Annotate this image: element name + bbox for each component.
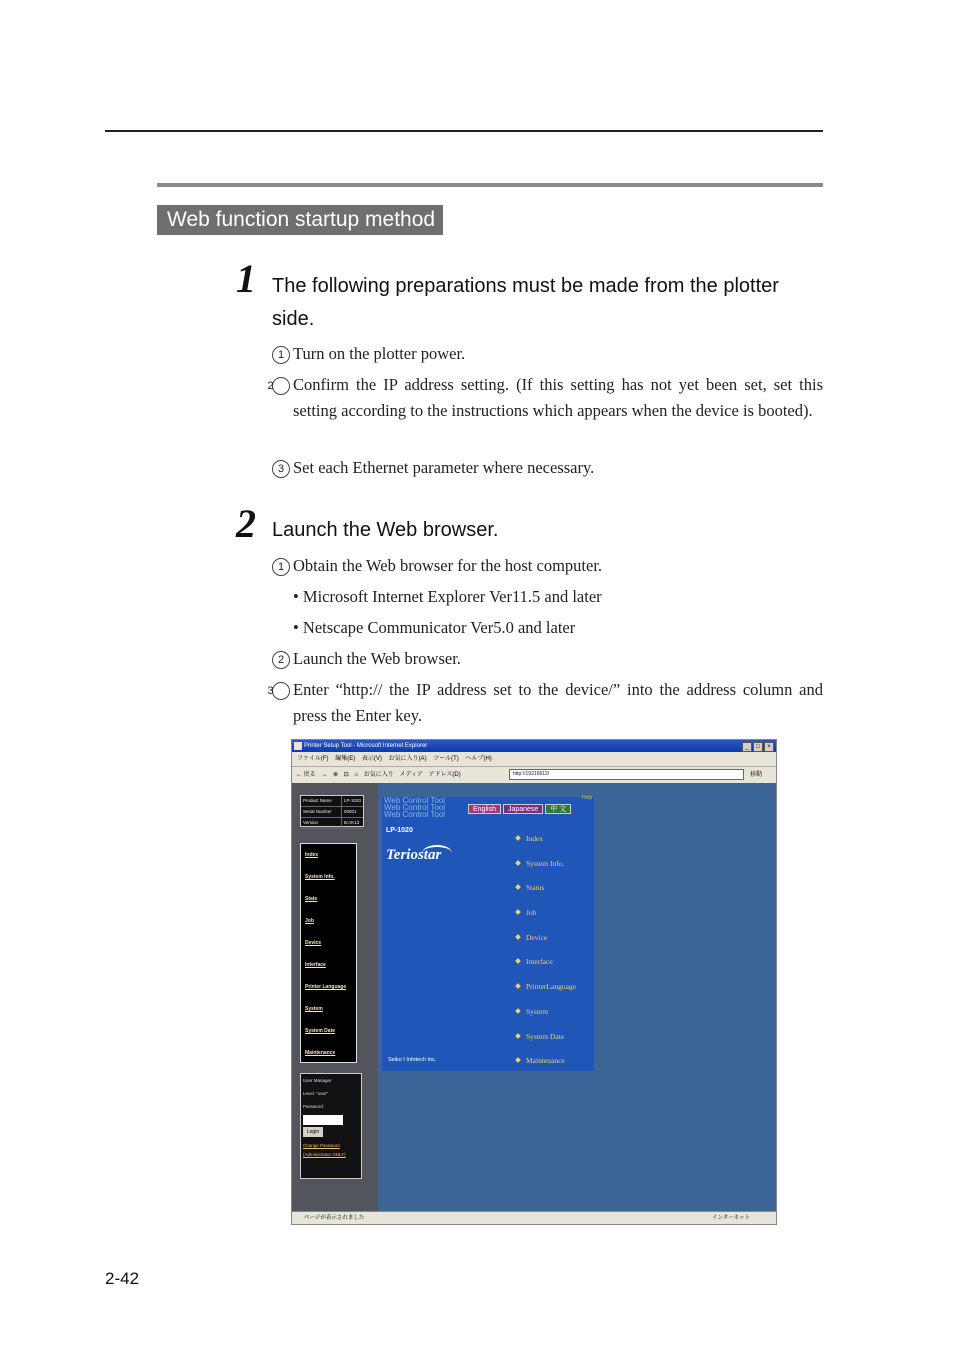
- change-password-link[interactable]: [301, 1139, 361, 1161]
- close-icon[interactable]: ×: [764, 742, 774, 752]
- model-name: LP-1020: [386, 827, 413, 834]
- product-row: [301, 807, 363, 818]
- nav-index[interactable]: Index: [305, 852, 319, 858]
- step1-heading: [272, 270, 824, 336]
- section-rule: [157, 183, 823, 187]
- minimize-icon[interactable]: _: [742, 742, 752, 752]
- user-level: Level: "user": [303, 1091, 329, 1096]
- nav-interface[interactable]: Interface: [305, 962, 326, 968]
- menu-label: Maintenance: [526, 1056, 565, 1066]
- step1-heading-line2: side.: [272, 308, 315, 330]
- home-icon[interactable]: ⌂: [354, 772, 359, 778]
- circled-number: 3: [272, 682, 290, 700]
- logo-swoosh-icon: [422, 845, 452, 861]
- left-frame: [292, 783, 378, 1211]
- wct-line: Web Control Tool: [384, 803, 446, 812]
- diamond-icon: [515, 1008, 521, 1014]
- window-title: Printer Setup Tool - Microsoft Internet Explorer: [304, 743, 428, 749]
- section-title: Web function startup method: [157, 205, 443, 235]
- user-manager-title: User Manager: [303, 1078, 332, 1083]
- bullet-netscape: • Netscape Communicator Ver5.0 and later: [293, 618, 576, 637]
- step1-item-3: [272, 455, 823, 481]
- step-number-1: 1: [236, 256, 256, 301]
- menu-label: Status: [526, 883, 545, 893]
- item-text: Enter “http:// the IP address set to the device/” into the address column and press the Enter key.: [293, 680, 823, 725]
- teriostar-logo: Teriostar: [386, 847, 442, 863]
- forward-button[interactable]: →: [321, 772, 328, 778]
- circled-number: 1: [272, 346, 290, 364]
- nav-maintenance[interactable]: Maintenance: [305, 1050, 336, 1056]
- diamond-icon: [515, 959, 521, 965]
- product-row: [301, 796, 363, 807]
- status-text: ページが表示されました: [304, 1215, 365, 1221]
- step2-heading: Launch the Web browser.: [272, 519, 499, 541]
- nav-system-date[interactable]: System Date: [305, 1028, 336, 1034]
- product-info-table: [300, 795, 364, 827]
- menu-file[interactable]: ファイル(F): [297, 756, 329, 762]
- diamond-icon: [515, 909, 521, 915]
- menu-help[interactable]: ヘルプ(H): [465, 756, 492, 762]
- nav-state[interactable]: State: [305, 896, 318, 902]
- menu-system-date[interactable]: [516, 1025, 594, 1050]
- item-text: Obtain the Web browser for the host computer.: [293, 556, 603, 575]
- bullet-ie: • Microsoft Internet Explorer Ver11.5 and later: [293, 587, 602, 606]
- item-text: Set each Ethernet parameter where necessary.: [293, 458, 595, 477]
- status-zone: インターネット: [712, 1215, 751, 1221]
- go-button[interactable]: 移動: [750, 772, 763, 778]
- help-link[interactable]: Help: [582, 795, 593, 801]
- nav-printer-language[interactable]: Printer Language: [305, 984, 347, 990]
- diamond-icon: [515, 934, 521, 940]
- lang-english[interactable]: English: [468, 804, 501, 814]
- product-value: B:AK13: [344, 820, 360, 825]
- item-text: Launch the Web browser.: [293, 649, 461, 668]
- circled-number: 3: [272, 460, 290, 478]
- page-number: 2-42: [105, 1269, 140, 1288]
- item-text: Confirm the IP address setting. (If this setting has not yet been set, set this setting according to the instructions which appears when the device is booted).: [293, 375, 823, 420]
- stop-icon[interactable]: ⊗: [333, 772, 339, 778]
- diamond-icon: [515, 983, 521, 989]
- password-input[interactable]: [303, 1115, 343, 1125]
- browser-screenshot: [291, 739, 777, 1225]
- menu-label: Index: [526, 834, 544, 843]
- circled-number: 2: [272, 377, 290, 395]
- menu-job[interactable]: [516, 901, 594, 926]
- diamond-icon: [515, 885, 521, 891]
- menu-tools[interactable]: ツール(T): [433, 756, 459, 762]
- change-password-text: Change Password: [303, 1143, 340, 1148]
- web-control-tool-title: [384, 797, 445, 818]
- menu-edit[interactable]: 編集(E): [335, 756, 356, 762]
- password-label: Password:: [303, 1104, 325, 1109]
- ie-icon: [294, 742, 302, 750]
- diamond-icon: [515, 1057, 521, 1063]
- menu-label: Interface: [526, 957, 553, 967]
- menu-status[interactable]: [516, 876, 594, 901]
- menu-maintenance[interactable]: [516, 1049, 594, 1074]
- top-rule: [105, 130, 823, 132]
- nav-system-info[interactable]: System Info.: [305, 874, 335, 880]
- page-content: [292, 783, 776, 1211]
- step2-item-2: [272, 646, 823, 672]
- diamond-icon: [515, 1033, 521, 1039]
- wct-line: Web Control Tool: [384, 810, 446, 819]
- diamond-icon: [515, 835, 521, 841]
- circled-number: 2: [272, 651, 290, 669]
- language-tabs: [468, 804, 571, 814]
- product-label: Product Name: [303, 796, 342, 806]
- menu-device[interactable]: [516, 926, 594, 951]
- status-bar: [292, 1211, 776, 1225]
- step2-item-1: [272, 553, 823, 579]
- step-number-2: 2: [236, 501, 256, 546]
- nav-system[interactable]: System: [305, 1006, 323, 1012]
- menu-label: PrinterLanguage: [526, 982, 576, 992]
- user-manager-box: [300, 1073, 362, 1179]
- menu-system[interactable]: [516, 1000, 594, 1025]
- step2-item-3: [267, 677, 823, 729]
- nav-device[interactable]: Device: [305, 940, 322, 946]
- menu-label: System: [526, 1006, 549, 1016]
- menu-index[interactable]: [516, 827, 594, 852]
- diamond-icon: [515, 860, 521, 866]
- refresh-icon[interactable]: ⊡: [343, 772, 349, 778]
- login-button[interactable]: Login: [303, 1127, 323, 1137]
- window-controls: [742, 742, 774, 752]
- item-text: Turn on the plotter power.: [293, 344, 466, 363]
- window-titlebar: [292, 740, 776, 752]
- step1-heading-line1: The following preparations must be made from the plotter: [272, 275, 779, 297]
- lang-chinese[interactable]: 中 文: [545, 804, 571, 814]
- circled-number: 1: [272, 558, 290, 576]
- menu-favorites[interactable]: お気に入り(A): [388, 756, 427, 762]
- menu-view[interactable]: 表示(V): [361, 756, 382, 762]
- back-button[interactable]: ← 戻る: [296, 772, 316, 778]
- product-row: [301, 818, 363, 829]
- step1-item-1: [272, 341, 823, 367]
- wct-line: Web Control Tool: [384, 796, 446, 805]
- menu-label: Job: [526, 908, 537, 918]
- menu-interface[interactable]: [516, 950, 594, 975]
- menu-system-info[interactable]: [516, 852, 594, 877]
- menubar: [292, 752, 776, 766]
- product-value: 00001: [344, 809, 357, 814]
- nav-job[interactable]: Job: [305, 918, 314, 924]
- maximize-icon[interactable]: □: [753, 742, 763, 752]
- product-label: Version: [303, 818, 342, 828]
- company-name: Seiko I Infotech Inc.: [388, 1057, 437, 1063]
- favorites-button[interactable]: お気に入り: [363, 772, 394, 778]
- product-label: Serial Number: [303, 807, 342, 817]
- menu-label: System Info.: [526, 858, 565, 868]
- menu-printer-language[interactable]: [516, 975, 594, 1000]
- menu-label: Device: [526, 932, 548, 942]
- address-input[interactable]: http://19216812/: [509, 769, 744, 780]
- address-label: アドレス(D): [428, 772, 461, 778]
- step1-item-2: [267, 372, 823, 424]
- media-button[interactable]: メディア: [399, 772, 423, 778]
- menu-label: System Date: [526, 1031, 565, 1041]
- lang-japanese[interactable]: Japanese: [503, 804, 543, 814]
- admin-only-text: (Administrator ONLY): [303, 1152, 346, 1157]
- main-panel: [382, 797, 594, 1071]
- product-value: LP-1020: [344, 798, 362, 803]
- left-nav: [300, 843, 357, 1063]
- main-menu: [516, 827, 594, 1074]
